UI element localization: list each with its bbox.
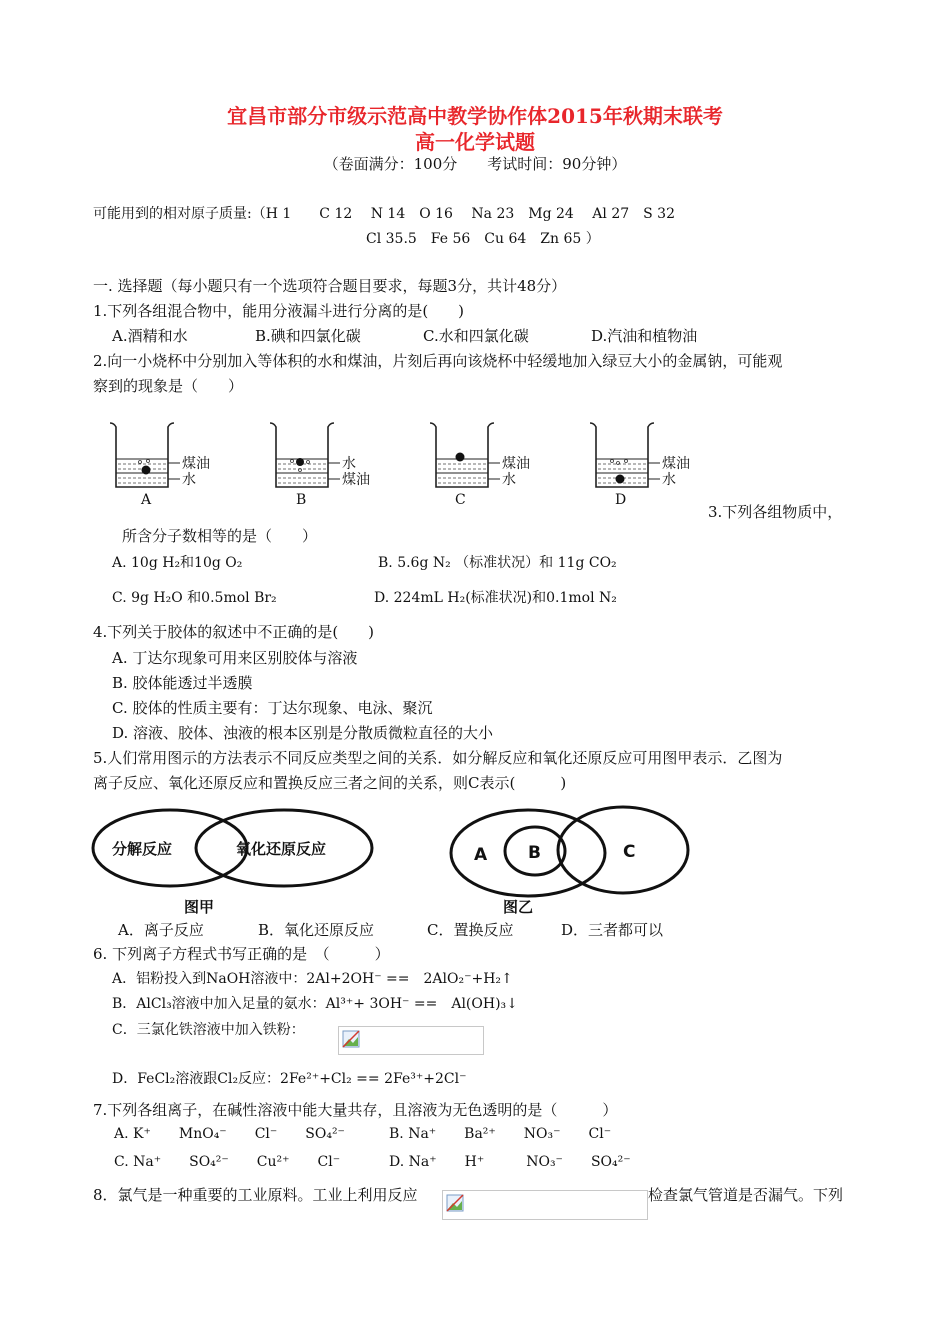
beaker-b-letter: B: [296, 492, 307, 508]
atomic-masses-line2: Cl 35.5 Fe 56 Cu 64 Zn 65 ）: [366, 231, 600, 247]
atomic-masses-line1: 可能用到的相对原子质量:（H 1 C 12 N 14 O 16 Na 23 Mg 24 Al 27 S 32: [93, 206, 675, 222]
q6-option-d: D．FeCl₂溶液跟Cl₂反应：2Fe²⁺+Cl₂ == 2Fe³⁺+2Cl⁻: [112, 1071, 467, 1087]
broken-image-equation-q8: [442, 1190, 648, 1220]
beaker-c-top-label: 煤油: [502, 456, 530, 472]
beaker-a-top-label: 煤油: [182, 456, 210, 472]
q7-option-a: A. K⁺ MnO₄⁻ Cl⁻ SO₄²⁻: [114, 1126, 345, 1142]
q5-option-a: A．离子反应: [118, 921, 204, 939]
beaker-b-bottom-label: 煤油: [342, 472, 370, 488]
q7-option-b: B. Na⁺ Ba²⁺ NO₃⁻ Cl⁻: [389, 1126, 612, 1142]
q8-stem-start: 8．氯气是一种重要的工业原料。工业上利用反应: [93, 1186, 418, 1204]
q8-stem-end: 检查氯气管道是否漏气。下列: [648, 1186, 844, 1204]
q1-option-d: D.汽油和植物油: [591, 327, 698, 345]
beaker-b: [270, 423, 340, 487]
q3-lead: 3.下列各组物质中，: [708, 503, 843, 521]
broken-image-icon: [342, 1030, 360, 1048]
exam-meta: （卷面满分：100分 考试时间：90分钟）: [323, 155, 627, 173]
beaker-a-letter: A: [141, 492, 152, 508]
q6-option-c: C．三氯化铁溶液中加入铁粉：: [112, 1022, 305, 1038]
q6-stem: 6. 下列离子方程式书写正确的是 （ ）: [93, 945, 390, 963]
venn1-caption: 图甲: [184, 898, 215, 916]
q7-stem: 7.下列各组离子，在碱性溶液中能大量共存，且溶液为无色透明的是（ ）: [93, 1101, 618, 1119]
q4-stem: 4.下列关于胶体的叙述中不正确的是( ): [93, 623, 375, 641]
q2-stem-line2: 察到的现象是（ ）: [93, 377, 244, 395]
q2-stem-line1: 2.向一小烧杯中分别加入等体积的水和煤油，片刻后再向该烧杯中轻缓地加入绿豆大小的金属钠，可能观: [93, 352, 783, 370]
beaker-d-letter: D: [615, 492, 627, 508]
beaker-c-letter: C: [455, 492, 466, 508]
q5-option-b: B．氧化还原反应: [258, 921, 375, 939]
beaker-c: [430, 423, 500, 487]
q4-option-c: C. 胶体的性质主要有：丁达尔现象、电泳、聚沉: [112, 699, 433, 717]
venn1-left-label: 分解反应: [112, 840, 173, 858]
q5-option-c: C．置换反应: [427, 921, 514, 939]
beaker-a-bottom-label: 水: [182, 472, 196, 488]
q1-option-c: C.水和四氯化碳: [423, 327, 529, 345]
q3-option-a: A. 10g H₂和10g O₂: [112, 555, 243, 571]
q3-option-d: D. 224mL H₂(标准状况)和0.1mol N₂: [374, 590, 617, 606]
q5-option-d: D．三者都可以: [561, 921, 664, 939]
venn2-b-label: B: [528, 843, 541, 863]
q6-option-b: B．AlCl₃溶液中加入足量的氨水：Al³⁺+ 3OH⁻ == Al(OH)₃↓: [112, 996, 518, 1012]
beaker-c-bottom-label: 水: [502, 472, 516, 488]
beaker-a: [110, 423, 180, 487]
section-heading: 一. 选择题（每小题只有一个选项符合题目要求，每题3分，共计48分）: [93, 277, 567, 295]
venn2-a-label: A: [474, 845, 488, 865]
venn1-right-label: 氧化还原反应: [236, 840, 327, 858]
exam-subtitle: 高一化学试题: [415, 130, 535, 154]
q3-option-c: C. 9g H₂O 和0.5mol Br₂: [112, 590, 277, 606]
beaker-b-top-label: 水: [342, 456, 356, 472]
beaker-d: [590, 423, 660, 487]
q5-stem-line1: 5.人们常用图示的方法表示不同反应类型之间的关系．如分解反应和氧化还原反应可用图甲表示．乙图为: [93, 749, 783, 767]
venn2-c-label: C: [623, 842, 636, 862]
q6-option-a: A．铝粉投入到NaOH溶液中：2Al+2OH⁻ == 2AlO₂⁻+H₂↑: [112, 971, 513, 987]
q1-stem: 1.下列各组混合物中，能用分液漏斗进行分离的是( ): [93, 302, 465, 320]
beaker-d-bottom-label: 水: [662, 472, 676, 488]
q3-stem: 所含分子数相等的是（ ）: [122, 527, 318, 545]
q1-option-b: B.碘和四氯化碳: [255, 327, 361, 345]
venn2-caption: 图乙: [503, 898, 534, 916]
q4-option-a: A. 丁达尔现象可用来区别胶体与溶液: [112, 649, 358, 667]
q3-option-b: B. 5.6g N₂ （标准状况）和 11g CO₂: [378, 555, 617, 571]
q4-option-d: D. 溶液、胶体、浊液的根本区别是分散质微粒直径的大小: [112, 724, 494, 742]
beaker-d-top-label: 煤油: [662, 456, 690, 472]
q4-option-b: B. 胶体能透过半透膜: [112, 674, 253, 692]
q7-option-c: C. Na⁺ SO₄²⁻ Cu²⁺ Cl⁻: [114, 1154, 341, 1170]
q5-stem-line2: 离子反应、氧化还原反应和置换反应三者之间的关系，则C表示( ): [93, 774, 567, 792]
broken-image-icon: [446, 1194, 464, 1212]
exam-title: 宜昌市部分市级示范高中教学协作体2015年秋期末联考: [227, 104, 723, 128]
broken-image-equation-q6c: [338, 1026, 484, 1055]
q1-option-a: A.酒精和水: [112, 327, 188, 345]
q7-option-d: D. Na⁺ H⁺ NO₃⁻ SO₄²⁻: [389, 1154, 631, 1170]
